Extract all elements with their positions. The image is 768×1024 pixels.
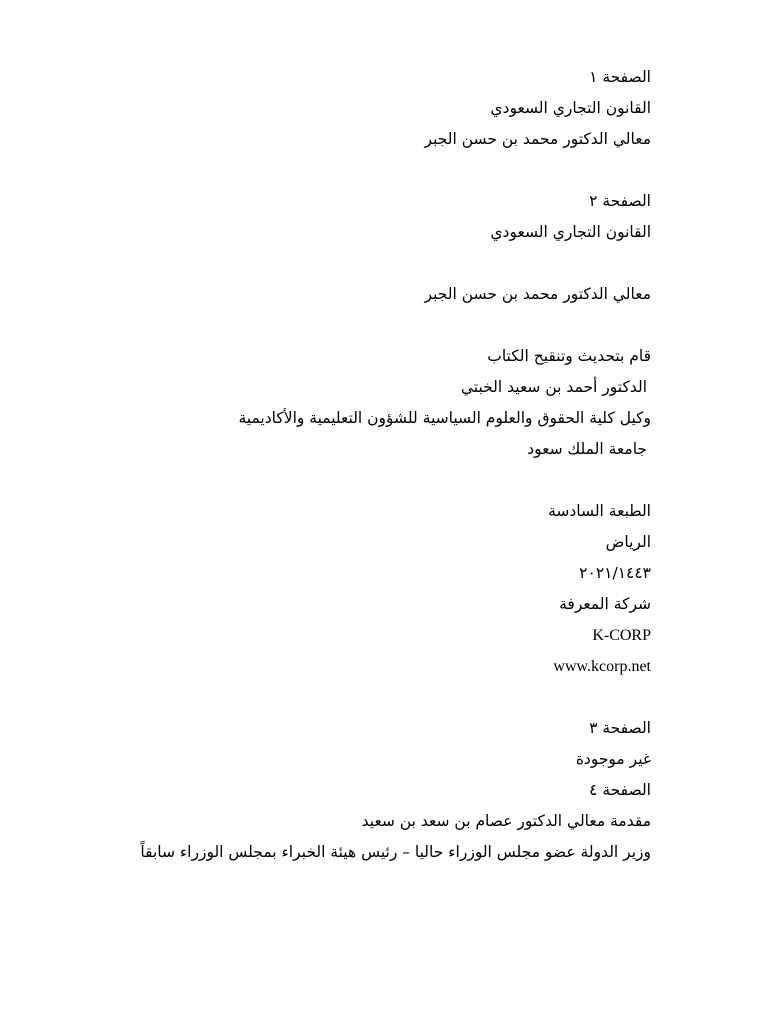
revised-by-label: قام بتحديث وتنقيح الكتاب (487, 347, 651, 365)
edition: الطبعة السادسة (548, 502, 651, 520)
publication-year: ٢٠٢١/١٤٤٣ (579, 564, 651, 582)
page2-author: معالي الدكتور محمد بن حسن الجبر (424, 285, 651, 303)
spacer (100, 155, 651, 186)
document-page (100, 62, 651, 861)
reviser-position: وكيل كلية الحقوق والعلوم السياسية للشؤون التعليمية والأكاديمية (238, 409, 651, 427)
reviser-name: الدكتور أحمد بن سعيد الخبتي (460, 378, 647, 396)
preface-author-title: وزير الدولة عضو مجلس الوزراء حاليا – رئيس هيئة الخبراء بمجلس الوزراء سابقاً (140, 843, 651, 861)
publisher: شركة المعرفة (559, 595, 651, 613)
spacer (100, 248, 651, 279)
page2-heading: الصفحة ٢ (589, 192, 651, 210)
page1-book-title: القانون التجاري السعودي (490, 99, 651, 117)
publisher-website: www.kcorp.net (553, 658, 651, 675)
page3-heading: الصفحة ٣ (589, 719, 651, 737)
page1-author: معالي الدكتور محمد بن حسن الجبر (424, 130, 651, 148)
preface-title: مقدمة معالي الدكتور عصام بن سعد بن سعيد (361, 812, 651, 830)
page2-book-title: القانون التجاري السعودي (490, 223, 651, 241)
university-name: جامعة الملك سعود (527, 440, 647, 458)
city: الرياض (605, 533, 651, 551)
spacer (100, 310, 651, 341)
page3-note: غير موجودة (575, 750, 651, 768)
page4-heading: الصفحة ٤ (589, 781, 651, 799)
spacer (100, 682, 651, 713)
spacer (100, 465, 651, 496)
publisher-brand: K-CORP (592, 627, 651, 644)
page1-heading: الصفحة ١ (589, 68, 651, 86)
